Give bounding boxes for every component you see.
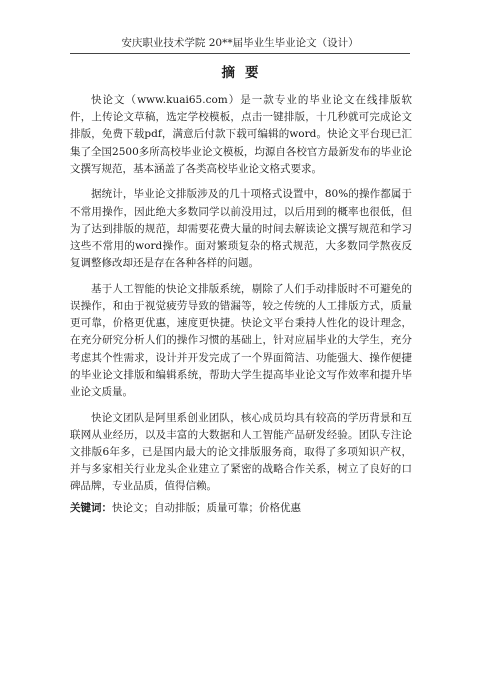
keywords-line xyxy=(70,500,412,517)
keywords-text: 快论文；自动排版；质量可靠；价格优惠 xyxy=(112,502,301,514)
keywords-label: 关键词： xyxy=(70,502,112,514)
paragraph-4: 快论文团队是阿里系创业团队，核心成员均具有较高的学历背景和互联网从业经历，以及丰富的大数据和人工智能产品研发经验。团队专注论文排版6年多，已是国内最大的论文排版服务商，取得了多项知识产权，并与多家相关行业龙头企业建立了紧密的战略合作关系，树立了良好的口碑品牌，专业品质，值得信赖。 xyxy=(70,411,412,493)
abstract-title: 摘要 xyxy=(221,65,269,81)
paragraph-1: 快论文（www.kuai65.com）是一款专业的毕业论文在线排版软件，上传论文草稿，选定学校模板，点击一键排版，十几秒就可完成论文排版，免费下载pdf，满意后付款下载可编辑的word。快论文平台现已汇集了全国2500多所高校毕业论文模板，均源自各校官方最新发布的毕业论文撰写规范，基本涵盖了各类高校毕业论文格式要求。 xyxy=(70,94,412,175)
paragraph-3: 基于人工智能的快论文排版系统，剔除了人们手动排版时不可避免的误操作，和由于视觉疲劳导致的错漏等，较之传统的人工排版方式，质量更可靠，价格更优惠，速度更快捷。快论文平台秉持人性化的设计理念，在充分研究分析人们的操作习惯的基础上，针对应届毕业的大学生，充分考虑其个性需求，设计并开发完成了一个界面简洁、功能强大、操作便捷的毕业论文排版和编辑系统，帮助大学生提高毕业论文写作效率和提升毕业论文质量。 xyxy=(70,282,412,399)
header-rule xyxy=(70,53,410,54)
paragraph-2: 据统计，毕业论文排版涉及的几十项格式设置中，80%的操作都属于不常用操作，因此绝大多数同学以前没用过，以后用到的概率也很低，但为了达到排版的规范，却需要花费大量的时间去解读论文撰写规范和学习这些不常用的word操作。面对繁琐复杂的格式规范，大多数同学熬夜反复调整修改却还是存在各种各样的问题。 xyxy=(70,188,412,270)
page-header: 安庆职业技术学院 20**届毕业生毕业论文（设计） xyxy=(121,37,359,49)
abstract-body xyxy=(70,92,412,504)
